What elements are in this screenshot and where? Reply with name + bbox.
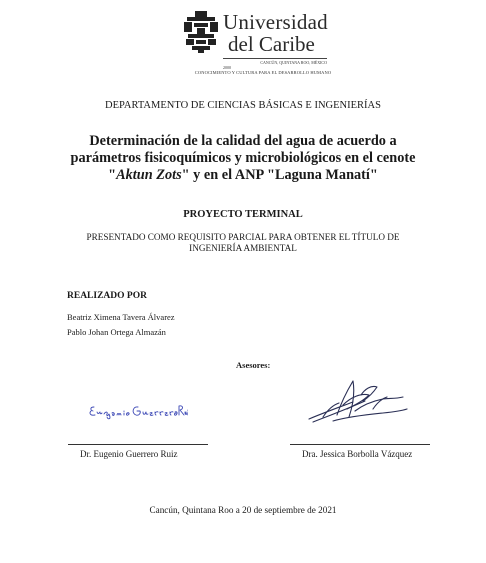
authors-heading: REALIZADO POR xyxy=(67,291,147,301)
logo-word-del-caribe: del Caribe xyxy=(228,32,315,56)
university-logo xyxy=(183,8,343,74)
title-line-3 xyxy=(60,167,426,184)
logo-divider xyxy=(223,58,327,59)
advisor-name: Dr. Eugenio Guerrero Ruiz xyxy=(80,449,178,459)
author-name: Beatriz Ximena Tavera Álvarez xyxy=(67,312,175,322)
advisors-heading: Asesores: xyxy=(236,360,271,370)
logo-word-universidad: Universidad xyxy=(223,10,328,34)
advisor-name: Dra. Jessica Borbolla Vázquez xyxy=(302,449,413,459)
place-and-date: Cancún, Quintana Roo a 20 de septiembre de 2021 xyxy=(149,505,337,515)
title-line-3-rest: " y en el ANP "Laguna Manatí" xyxy=(181,167,378,183)
author-name: Pablo Johan Ortega Almazán xyxy=(67,327,166,337)
project-type: PROYECTO TERMINAL xyxy=(183,209,303,220)
logo-tagline: CONOCIMIENTO Y CULTURA PARA EL DESARROLLO HUMANO xyxy=(194,70,332,75)
thesis-title xyxy=(60,133,426,184)
department-heading: DEPARTAMENTO DE CIENCIAS BÁSICAS E INGENIERÍAS xyxy=(105,100,381,111)
signature-line-1 xyxy=(68,444,208,445)
advisor-signature-2 xyxy=(303,375,411,431)
title-line-1: Determinación de la calidad del agua de acuerdo a xyxy=(89,133,397,149)
presented-as-text: PRESENTADO COMO REQUISITO PARCIAL PARA OBTENER EL TÍTULO DE INGENIERÍA AMBIENTAL xyxy=(86,232,400,253)
title-line-2: parámetros fisicoquímicos y microbiológicos en el cenote xyxy=(70,150,416,166)
university-emblem-icon xyxy=(183,10,219,54)
logo-location: CANCÚN, QUINTANA ROO, MÉXICO xyxy=(260,60,327,65)
title-cenote-name: Aktun Zots xyxy=(116,167,182,183)
signature-line-2 xyxy=(290,444,430,445)
title-quote-open: " xyxy=(108,167,117,183)
advisor-signature-1 xyxy=(88,401,188,421)
logo-year: 2000 xyxy=(223,65,231,70)
